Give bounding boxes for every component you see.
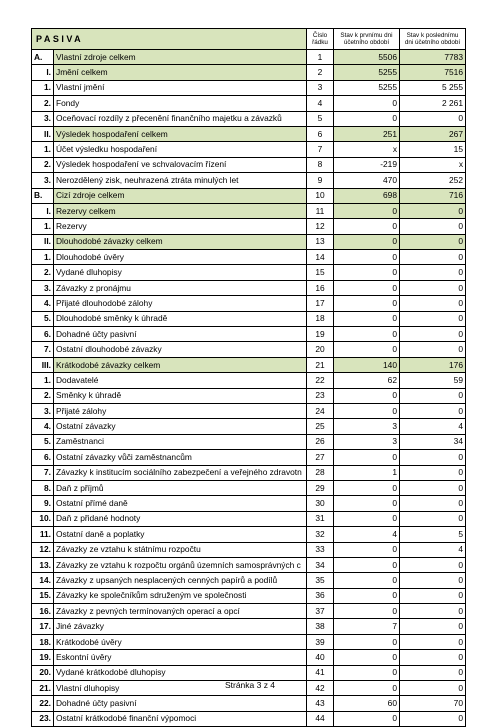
row-label: 15.	[32, 588, 54, 603]
row-caption: Nerozdělený zisk, neuhrazená ztráta minulých let	[54, 173, 307, 188]
row-caption: Vlastní dluhopisy	[54, 681, 307, 696]
row-caption: Dlouhodobé směnky k úhradě	[54, 311, 307, 326]
value-last-day: 176	[400, 357, 466, 372]
row-caption: Fondy	[54, 96, 307, 111]
value-last-day: 0	[400, 711, 466, 726]
table-row	[32, 219, 466, 234]
row-label: 1.	[32, 373, 54, 388]
row-caption: Krátkodobé závazky celkem	[54, 357, 307, 372]
row-number: 44	[307, 711, 334, 726]
table-title: PASIVA	[32, 29, 307, 50]
value-first-day: 0	[334, 542, 400, 557]
row-caption: Ostatní závazky vůči zaměstnancům	[54, 450, 307, 465]
value-last-day: 0	[400, 111, 466, 126]
value-first-day: 0	[334, 265, 400, 280]
row-number: 18	[307, 311, 334, 326]
row-caption: Dodavatelé	[54, 373, 307, 388]
row-caption: Výsledek hospodaření celkem	[54, 126, 307, 141]
page-footer: Stránka 3 z 4	[224, 680, 276, 690]
row-caption: Krátkodobé úvěry	[54, 634, 307, 649]
value-first-day: 0	[334, 634, 400, 649]
value-first-day: 0	[334, 403, 400, 418]
row-caption: Vydané krátkodobé dluhopisy	[54, 665, 307, 680]
row-number: 11	[307, 203, 334, 218]
value-last-day: 0	[400, 342, 466, 357]
row-number: 7	[307, 142, 334, 157]
row-label: 1.	[32, 142, 54, 157]
row-label: 20.	[32, 665, 54, 680]
value-last-day: 0	[400, 219, 466, 234]
column-header-number: Číslo řádku	[307, 29, 334, 50]
row-number: 35	[307, 573, 334, 588]
row-number: 36	[307, 588, 334, 603]
value-first-day: x	[334, 142, 400, 157]
row-caption: Vlastní zdroje celkem	[54, 50, 307, 65]
value-first-day: 0	[334, 111, 400, 126]
row-label: 2.	[32, 157, 54, 172]
value-last-day: 15	[400, 142, 466, 157]
table-row	[32, 573, 466, 588]
value-last-day: 4	[400, 542, 466, 557]
row-number: 23	[307, 388, 334, 403]
row-label: I.	[32, 65, 54, 80]
table-row	[32, 80, 466, 95]
table-row	[32, 403, 466, 418]
value-last-day: 0	[400, 557, 466, 572]
row-caption: Závazky z pronájmu	[54, 280, 307, 295]
row-number: 42	[307, 681, 334, 696]
table-body	[32, 50, 466, 727]
value-last-day: 7516	[400, 65, 466, 80]
value-first-day: 0	[334, 711, 400, 726]
table-row	[32, 542, 466, 557]
table-row	[32, 619, 466, 634]
row-label: 8.	[32, 480, 54, 495]
row-label: 2.	[32, 96, 54, 111]
row-label: I.	[32, 203, 54, 218]
value-last-day: 7783	[400, 50, 466, 65]
row-number: 3	[307, 80, 334, 95]
column-header-first: Stav k prvnímu dni účetního období	[334, 29, 400, 50]
row-label: 17.	[32, 619, 54, 634]
row-caption: Oceňovací rozdíly z přecenění finančního majetku a závazků	[54, 111, 307, 126]
table-row	[32, 157, 466, 172]
value-first-day: 0	[334, 557, 400, 572]
value-last-day: 70	[400, 696, 466, 711]
row-label: 22.	[32, 696, 54, 711]
value-last-day: 0	[400, 403, 466, 418]
row-number: 33	[307, 542, 334, 557]
row-label: 4.	[32, 419, 54, 434]
table-row	[32, 711, 466, 726]
value-first-day: 470	[334, 173, 400, 188]
value-first-day: 5255	[334, 80, 400, 95]
value-first-day: 0	[334, 203, 400, 218]
table-row	[32, 234, 466, 249]
row-number: 5	[307, 111, 334, 126]
row-label: 16.	[32, 604, 54, 619]
column-header-last: Stav k poslednímu dni účetního období	[400, 29, 466, 50]
row-caption: Závazky ke společníkům sdruženým ve společnosti	[54, 588, 307, 603]
value-first-day: 62	[334, 373, 400, 388]
table-row	[32, 311, 466, 326]
row-number: 24	[307, 403, 334, 418]
table-row	[32, 357, 466, 372]
table-row	[32, 265, 466, 280]
table-row	[32, 250, 466, 265]
row-label: 11.	[32, 527, 54, 542]
row-number: 25	[307, 419, 334, 434]
row-number: 2	[307, 65, 334, 80]
row-caption: Ostatní závazky	[54, 419, 307, 434]
value-last-day: 0	[400, 327, 466, 342]
value-last-day: 0	[400, 480, 466, 495]
row-number: 16	[307, 280, 334, 295]
value-last-day: 0	[400, 496, 466, 511]
value-first-day: 7	[334, 619, 400, 634]
value-first-day: 0	[334, 219, 400, 234]
row-label: 3.	[32, 280, 54, 295]
value-first-day: 3	[334, 434, 400, 449]
row-caption: Závazky ze vztahu k státnímu rozpočtu	[54, 542, 307, 557]
row-label: 6.	[32, 327, 54, 342]
row-number: 29	[307, 480, 334, 495]
table-row	[32, 327, 466, 342]
value-first-day: 0	[334, 96, 400, 111]
table-row	[32, 527, 466, 542]
row-caption: Přijaté zálohy	[54, 403, 307, 418]
row-number: 8	[307, 157, 334, 172]
table-row	[32, 557, 466, 572]
value-last-day: 0	[400, 665, 466, 680]
table-row	[32, 173, 466, 188]
row-label: A.	[32, 50, 54, 65]
value-last-day: 0	[400, 511, 466, 526]
table-row	[32, 188, 466, 203]
value-last-day: 0	[400, 588, 466, 603]
table-row	[32, 142, 466, 157]
row-caption: Cizí zdroje celkem	[54, 188, 307, 203]
value-first-day: 698	[334, 188, 400, 203]
value-last-day: 0	[400, 650, 466, 665]
value-first-day: 0	[334, 604, 400, 619]
row-caption: Jmění celkem	[54, 65, 307, 80]
value-last-day: 2 261	[400, 96, 466, 111]
row-number: 1	[307, 50, 334, 65]
value-last-day: 5	[400, 527, 466, 542]
row-number: 28	[307, 465, 334, 480]
value-first-day: 0	[334, 450, 400, 465]
value-last-day: 5 255	[400, 80, 466, 95]
row-caption: Ostatní krátkodobé finanční výpomoci	[54, 711, 307, 726]
row-number: 21	[307, 357, 334, 372]
value-last-day: 59	[400, 373, 466, 388]
row-label: 5.	[32, 311, 54, 326]
row-number: 6	[307, 126, 334, 141]
table-row	[32, 96, 466, 111]
table-row	[32, 126, 466, 141]
row-caption: Dohadné účty pasivní	[54, 696, 307, 711]
value-first-day: 0	[334, 327, 400, 342]
value-first-day: 0	[334, 511, 400, 526]
row-caption: Jiné závazky	[54, 619, 307, 634]
row-number: 26	[307, 434, 334, 449]
table-row	[32, 434, 466, 449]
row-label: 23.	[32, 711, 54, 726]
value-first-day: 0	[334, 480, 400, 495]
value-first-day: 5255	[334, 65, 400, 80]
table-row	[32, 296, 466, 311]
row-label: 1.	[32, 250, 54, 265]
value-last-day: 0	[400, 634, 466, 649]
row-number: 9	[307, 173, 334, 188]
table-row	[32, 665, 466, 680]
row-caption: Dohadné účty pasivní	[54, 327, 307, 342]
row-label: II.	[32, 234, 54, 249]
row-label: 1.	[32, 80, 54, 95]
value-first-day: 0	[334, 573, 400, 588]
row-label: II.	[32, 126, 54, 141]
row-label: 12.	[32, 542, 54, 557]
row-caption: Přijaté dlouhodobé zálohy	[54, 296, 307, 311]
row-number: 20	[307, 342, 334, 357]
row-number: 31	[307, 511, 334, 526]
value-first-day: 1	[334, 465, 400, 480]
table-row	[32, 511, 466, 526]
table-row	[32, 111, 466, 126]
value-first-day: 0	[334, 588, 400, 603]
row-number: 19	[307, 327, 334, 342]
value-first-day: 0	[334, 665, 400, 680]
row-caption: Rezervy celkem	[54, 203, 307, 218]
row-number: 14	[307, 250, 334, 265]
row-number: 37	[307, 604, 334, 619]
value-last-day: 0	[400, 465, 466, 480]
row-label: 3.	[32, 173, 54, 188]
value-last-day: 252	[400, 173, 466, 188]
value-first-day: 0	[334, 496, 400, 511]
row-number: 34	[307, 557, 334, 572]
value-last-day: 0	[400, 388, 466, 403]
table-row	[32, 696, 466, 711]
row-number: 39	[307, 634, 334, 649]
row-caption: Vlastní jmění	[54, 80, 307, 95]
row-label: 6.	[32, 450, 54, 465]
row-caption: Daň z příjmů	[54, 480, 307, 495]
row-number: 22	[307, 373, 334, 388]
value-first-day: 0	[334, 650, 400, 665]
value-last-day: x	[400, 157, 466, 172]
row-caption: Rezervy	[54, 219, 307, 234]
table-row	[32, 280, 466, 295]
row-number: 32	[307, 527, 334, 542]
row-number: 40	[307, 650, 334, 665]
table-row	[32, 634, 466, 649]
value-first-day: 0	[334, 681, 400, 696]
row-label: 2.	[32, 388, 54, 403]
value-last-day: 0	[400, 573, 466, 588]
row-label: 10.	[32, 511, 54, 526]
row-number: 27	[307, 450, 334, 465]
value-first-day: 0	[334, 234, 400, 249]
row-label: 21.	[32, 681, 54, 696]
table-row	[32, 496, 466, 511]
row-number: 43	[307, 696, 334, 711]
row-label: 7.	[32, 465, 54, 480]
row-caption: Závazky z pevných termínovaných operací a opcí	[54, 604, 307, 619]
row-number: 13	[307, 234, 334, 249]
value-last-day: 0	[400, 250, 466, 265]
row-caption: Účet výsledku hospodaření	[54, 142, 307, 157]
row-label: 18.	[32, 634, 54, 649]
row-label: 7.	[32, 342, 54, 357]
row-number: 10	[307, 188, 334, 203]
row-caption: Závazky ze vztahu k rozpočtu orgánů územních samosprávných c	[54, 557, 307, 572]
row-caption: Výsledek hospodaření ve schvalovacím řízení	[54, 157, 307, 172]
row-label: 13.	[32, 557, 54, 572]
value-first-day: 5506	[334, 50, 400, 65]
value-first-day: 60	[334, 696, 400, 711]
row-number: 12	[307, 219, 334, 234]
row-label: 2.	[32, 265, 54, 280]
value-first-day: -219	[334, 157, 400, 172]
value-last-day: 4	[400, 419, 466, 434]
table-header-row	[32, 29, 466, 50]
value-first-day: 4	[334, 527, 400, 542]
row-caption: Zaměstnanci	[54, 434, 307, 449]
value-last-day: 0	[400, 296, 466, 311]
table-row	[32, 203, 466, 218]
row-caption: Dlouhodobé úvěry	[54, 250, 307, 265]
row-label: 9.	[32, 496, 54, 511]
table-row	[32, 650, 466, 665]
row-label: 3.	[32, 111, 54, 126]
row-caption: Ostatní přímé daně	[54, 496, 307, 511]
value-last-day: 0	[400, 450, 466, 465]
row-caption: Ostatní dlouhodobé závazky	[54, 342, 307, 357]
table-row	[32, 588, 466, 603]
table-row	[32, 419, 466, 434]
row-number: 17	[307, 296, 334, 311]
table-row	[32, 480, 466, 495]
value-last-day: 267	[400, 126, 466, 141]
table-row	[32, 65, 466, 80]
row-caption: Směnky k úhradě	[54, 388, 307, 403]
value-first-day: 0	[334, 296, 400, 311]
row-label: 1.	[32, 219, 54, 234]
row-caption: Eskontní úvěry	[54, 650, 307, 665]
value-first-day: 0	[334, 280, 400, 295]
value-first-day: 0	[334, 311, 400, 326]
value-first-day: 251	[334, 126, 400, 141]
table-row	[32, 388, 466, 403]
value-last-day: 0	[400, 280, 466, 295]
row-label: 14.	[32, 573, 54, 588]
value-last-day: 0	[400, 604, 466, 619]
row-number: 41	[307, 665, 334, 680]
value-first-day: 3	[334, 419, 400, 434]
value-first-day: 0	[334, 388, 400, 403]
row-number: 4	[307, 96, 334, 111]
row-number: 30	[307, 496, 334, 511]
row-label: 5.	[32, 434, 54, 449]
table-row	[32, 342, 466, 357]
table-row	[32, 604, 466, 619]
value-last-day: 0	[400, 681, 466, 696]
value-first-day: 0	[334, 342, 400, 357]
row-label: 19.	[32, 650, 54, 665]
value-last-day: 34	[400, 434, 466, 449]
table-row	[32, 465, 466, 480]
balance-sheet-table	[31, 28, 466, 727]
value-first-day: 0	[334, 250, 400, 265]
table-row	[32, 50, 466, 65]
row-label: III.	[32, 357, 54, 372]
row-label: 4.	[32, 296, 54, 311]
row-caption: Daň z přidané hodnoty	[54, 511, 307, 526]
row-caption: Ostatní daně a poplatky	[54, 527, 307, 542]
row-caption: Dlouhodobé závazky celkem	[54, 234, 307, 249]
value-last-day: 0	[400, 311, 466, 326]
value-last-day: 0	[400, 619, 466, 634]
row-label: B.	[32, 188, 54, 203]
table-row	[32, 450, 466, 465]
value-last-day: 716	[400, 188, 466, 203]
value-last-day: 0	[400, 234, 466, 249]
row-label: 3.	[32, 403, 54, 418]
value-last-day: 0	[400, 265, 466, 280]
value-last-day: 0	[400, 203, 466, 218]
row-number: 38	[307, 619, 334, 634]
row-number: 15	[307, 265, 334, 280]
table-row	[32, 373, 466, 388]
value-first-day: 140	[334, 357, 400, 372]
row-caption: Závazky z upsaných nesplacených cenných papírů a podílů	[54, 573, 307, 588]
row-caption: Vydané dluhopisy	[54, 265, 307, 280]
row-caption: Závazky k institucím sociálního zabezpečení a veřejného zdravotn	[54, 465, 307, 480]
